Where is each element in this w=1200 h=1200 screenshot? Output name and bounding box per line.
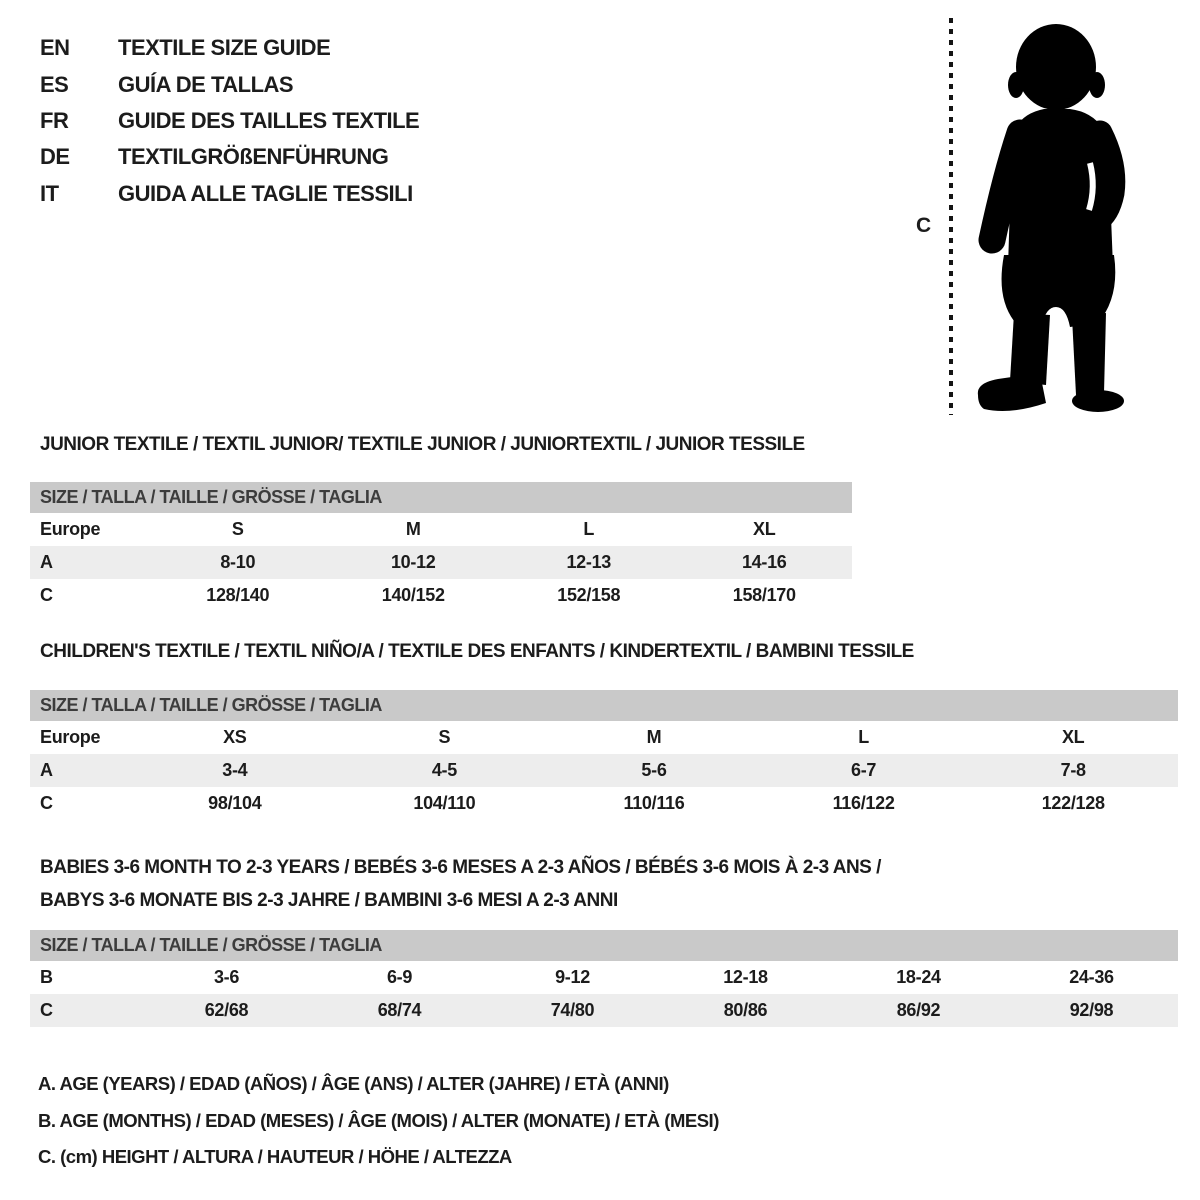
row-label: C: [40, 585, 53, 605]
table-row: [30, 513, 852, 546]
size-header-bar: SIZE / TALLA / TAILLE / GRÖSSE / TAGLIA: [30, 930, 1178, 961]
guide-title: TEXTILE SIZE GUIDE: [118, 35, 331, 61]
junior-textile-section: [30, 433, 852, 612]
size-value-cell: 116/122: [832, 793, 895, 813]
size-value-cell: 7-8: [1060, 760, 1086, 780]
language-title-list: [40, 30, 419, 212]
language-row: [40, 66, 419, 102]
size-value-cell: L: [858, 727, 869, 747]
size-value-cell: 140/152: [381, 585, 445, 605]
size-value-cell: M: [405, 519, 421, 539]
size-header-bar: SIZE / TALLA / TAILLE / GRÖSSE / TAGLIA: [30, 482, 852, 513]
guide-title: GUIDA ALLE TAGLIE TESSILI: [118, 180, 413, 206]
language-row: [40, 103, 419, 139]
section-title: BABIES 3-6 MONTH TO 2-3 YEARS / BEBÉS 3-6 MESES A 2-3 AÑOS / BÉBÉS 3-6 MOIS À 2-3 ANS /: [40, 857, 881, 878]
size-value-cell: XL: [753, 519, 776, 539]
size-value-cell: 18-24: [896, 967, 941, 987]
size-value-cell: 92/98: [1069, 1000, 1114, 1020]
size-value-cell: 80/86: [723, 1000, 768, 1020]
language-row: [40, 30, 419, 66]
table-row: [30, 787, 1178, 820]
language-code: EN: [40, 35, 70, 61]
table-row: [30, 721, 1178, 754]
size-value-cell: 3-6: [213, 967, 240, 987]
size-value-cell: 110/116: [623, 793, 685, 813]
size-value-cell: 62/68: [204, 1000, 249, 1020]
size-value-cell: 6-9: [386, 967, 413, 987]
toddler-silhouette-icon: [970, 15, 1140, 415]
table-row: [30, 579, 852, 612]
size-value-cell: L: [583, 519, 595, 539]
size-value-cell: 74/80: [550, 1000, 595, 1020]
size-value-cell: 12-13: [566, 552, 612, 572]
row-label: A: [40, 552, 53, 572]
size-value-cell: S: [438, 727, 451, 747]
size-table: [30, 961, 1178, 1027]
section-title: CHILDREN'S TEXTILE / TEXTIL NIÑO/A / TEXTILE DES ENFANTS / KINDERTEXTIL / BAMBINI TESSILE: [40, 641, 914, 662]
row-label: C: [40, 793, 53, 813]
legend-height-cm: C. (cm) HEIGHT / ALTURA / HAUTEUR / HÖHE / ALTEZZA: [38, 1146, 512, 1167]
legend-age-years: A. AGE (YEARS) / EDAD (AÑOS) / ÂGE (ANS) / ALTER (JAHRE) / ETÀ (ANNI): [38, 1073, 669, 1094]
row-label: B: [40, 967, 53, 987]
size-value-cell: XS: [223, 727, 247, 747]
guide-title: TEXTILGRÖßENFÜHRUNG: [118, 144, 389, 170]
size-value-cell: 9-12: [555, 967, 590, 987]
table-row: [30, 994, 1178, 1027]
size-value-cell: 86/92: [896, 1000, 941, 1020]
size-value-cell: XL: [1061, 727, 1085, 747]
row-label: A: [40, 760, 53, 780]
size-value-cell: S: [231, 519, 244, 539]
table-row: [30, 546, 852, 579]
size-value-cell: 3-4: [222, 760, 248, 780]
language-code: FR: [40, 107, 69, 133]
size-value-cell: 122/128: [1041, 793, 1105, 813]
size-value-cell: 5-6: [641, 760, 667, 780]
size-value-cell: 152/158: [557, 585, 621, 605]
size-header-bar: SIZE / TALLA / TAILLE / GRÖSSE / TAGLIA: [30, 690, 1178, 721]
size-value-cell: M: [646, 727, 662, 747]
size-value-cell: 12-18: [723, 967, 768, 987]
size-value-cell: 4-5: [431, 760, 457, 780]
size-table: [30, 513, 852, 612]
row-label: Europe: [40, 727, 101, 747]
language-code: IT: [40, 180, 59, 206]
language-row: [40, 176, 419, 212]
size-value-cell: 6-7: [851, 760, 877, 780]
size-value-cell: 10-12: [390, 552, 436, 572]
size-value-cell: 104/110: [413, 793, 476, 813]
size-value-cell: 128/140: [206, 585, 270, 605]
size-value-cell: 24-36: [1069, 967, 1114, 987]
size-value-cell: 158/170: [732, 585, 796, 605]
section-title-line2: BABYS 3-6 MONATE BIS 2-3 JAHRE / BAMBINI 3-6 MESI A 2-3 ANNI: [40, 890, 618, 911]
language-code: ES: [40, 71, 69, 97]
size-table: [30, 721, 1178, 820]
size-value-cell: 68/74: [377, 1000, 422, 1020]
legend-age-months: B. AGE (MONTHS) / EDAD (MESES) / ÂGE (MOIS) / ALTER (MONATE) / ETÀ (MESI): [38, 1109, 719, 1131]
size-value-cell: 8-10: [220, 552, 256, 572]
language-code: DE: [40, 144, 70, 170]
height-measurement-label: C: [916, 214, 932, 237]
table-row: [30, 754, 1178, 787]
language-row: [40, 139, 419, 175]
row-label: C: [40, 1000, 53, 1020]
size-value-cell: 14-16: [741, 552, 787, 572]
size-value-cell: 98/104: [208, 793, 262, 813]
babies-textile-section: [30, 851, 1178, 1027]
guide-title: GUIDE DES TAILLES TEXTILE: [118, 107, 420, 133]
guide-title: GUÍA DE TALLAS: [118, 71, 294, 97]
height-dashed-line: [949, 18, 953, 415]
measurement-legend: [38, 1066, 719, 1176]
section-title: JUNIOR TEXTILE / TEXTIL JUNIOR/ TEXTILE JUNIOR / JUNIORTEXTIL / JUNIOR TESSILE: [40, 434, 805, 455]
row-label: Europe: [40, 519, 101, 539]
table-row: [30, 961, 1178, 994]
children-textile-section: [30, 640, 1178, 820]
